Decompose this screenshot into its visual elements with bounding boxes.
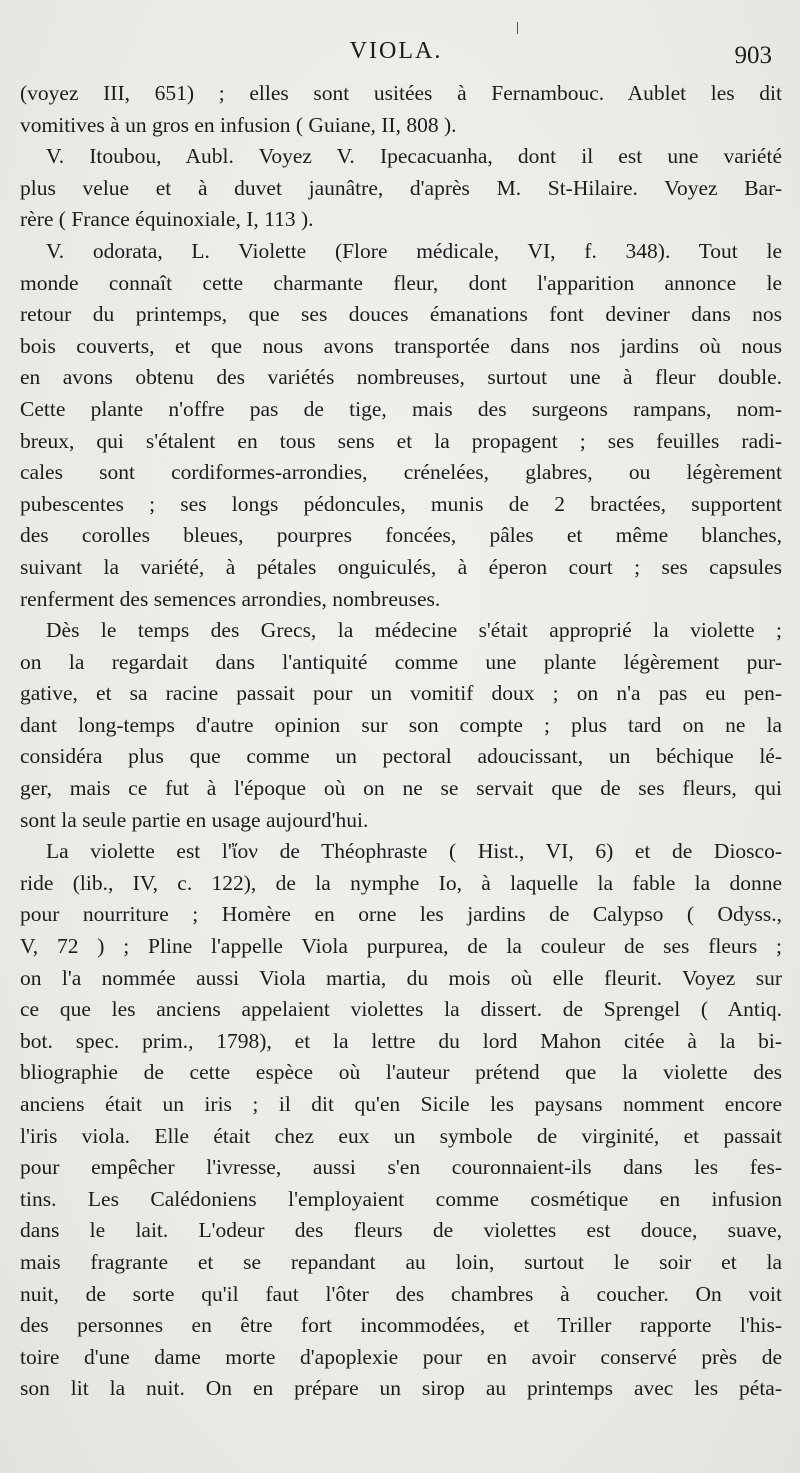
text-line: plus velue et à duvet jaunâtre, d'après M. St-Hilaire. Voyez Bar- — [20, 175, 782, 200]
text-line: ride (lib., IV, c. 122), de la nymphe Io, à laquelle la fable la donne — [20, 870, 782, 895]
running-title: VIOLA. — [349, 38, 443, 64]
text-line: V. Itoubou, Aubl. Voyez V. Ipecacuanha, dont il est une variété — [46, 144, 782, 169]
text-line: ce que les anciens appelaient violettes la dissert. de Sprengel ( Antiq. — [20, 997, 782, 1022]
text-line: cales sont cordiformes-arrondies, crénelées, glabres, ou légèrement — [20, 460, 782, 485]
text-line: monde connaît cette charmante fleur, dont l'apparition annonce le — [20, 270, 782, 295]
text-line: on la regardait dans l'antiquité comme une plante légèrement pur- — [20, 649, 782, 674]
text-line: breux, qui s'étalent en tous sens et la propagent ; ses feuilles radi- — [20, 428, 782, 453]
text-line: nuit, de sorte qu'il faut l'ôter des chambres à coucher. On voit — [20, 1281, 782, 1306]
text-line: V. odorata, L. Violette (Flore médicale, VI, f. 348). Tout le — [46, 238, 782, 263]
text-line: vomitives à un gros en infusion ( Guiane, II, 808 ). — [20, 112, 457, 137]
text-line: l'iris viola. Elle était chez eux un symbole de virginité, et passait — [20, 1123, 782, 1148]
text-line: dant long-temps d'autre opinion sur son compte ; plus tard on ne la — [20, 712, 782, 737]
text-line: pubescentes ; ses longs pédoncules, munis de 2 bractées, supportent — [20, 491, 782, 516]
page-header — [20, 38, 772, 82]
text-line: anciens était un iris ; il dit qu'en Sicile les paysans nomment encore — [20, 1092, 782, 1116]
text-line: Cette plante n'offre pas de tige, mais des surgeons rampans, nom- — [20, 396, 782, 421]
text-line: des personnes en être fort incommodées, et Triller rapporte l'his- — [20, 1313, 782, 1338]
text-line: bois couverts, et que nous avons transportée dans nos jardins où nous — [20, 333, 782, 358]
text-line: des corolles bleues, pourpres foncées, pâles et même blanches, — [20, 523, 782, 548]
text-line: bot. spec. prim., 1798), et la lettre du lord Mahon citée à la bi- — [20, 1028, 782, 1053]
text-line: son lit la nuit. On en prépare un sirop au printemps avec les péta- — [20, 1376, 782, 1401]
text-line: V, 72 ) ; Pline l'appelle Viola purpurea, de la couleur de ses fleurs ; — [20, 934, 782, 959]
text-line: on l'a nommée aussi Viola martia, du mois où elle fleurit. Voyez sur — [20, 965, 782, 990]
text-line: La violette est l'ἴον de Théophraste ( Hist., VI, 6) et de Diosco- — [46, 839, 782, 864]
text-line: retour du printemps, que ses douces émanations font deviner dans nos — [20, 302, 782, 327]
text-line: toire d'une dame morte d'apoplexie pour en avoir conservé près de — [20, 1344, 782, 1369]
scan-mark — [517, 22, 518, 34]
body-text — [20, 78, 782, 1405]
text-line: pour empêcher l'ivresse, aussi s'en couronnaient-ils dans les fes- — [20, 1155, 782, 1180]
text-line: bliographie de cette espèce où l'auteur prétend que la violette des — [20, 1060, 782, 1085]
page-number: 903 — [734, 42, 772, 69]
text-line: rère ( France équinoxiale, I, 113 ). — [20, 207, 314, 232]
text-line: (voyez III, 651) ; elles sont usitées à Fernambouc. Aublet les dit — [20, 81, 782, 105]
text-line: Dès le temps des Grecs, la médecine s'était approprié la violette ; — [46, 618, 782, 643]
text-line: considéra plus que comme un pectoral adoucissant, un béchique lé- — [20, 744, 782, 769]
text-line: gative, et sa racine passait pour un vomitif doux ; on n'a pas eu pen- — [20, 681, 782, 706]
text-line: en avons obtenu des variétés nombreuses, surtout une à fleur double. — [20, 365, 782, 390]
text-line: ger, mais ce fut à l'époque où on ne se servait que de ses fleurs, qui — [20, 776, 782, 801]
text-line: mais fragrante et se repandant au loin, surtout le soir et la — [20, 1249, 782, 1274]
text-line: pour nourriture ; Homère en orne les jardins de Calypso ( Odyss., — [20, 902, 782, 927]
text-line: suivant la variété, à pétales onguiculés, à éperon court ; ses capsules — [20, 554, 782, 579]
text-line: tins. Les Calédoniens l'employaient comme cosmétique en infusion — [20, 1186, 782, 1211]
text-line: dans le lait. L'odeur des fleurs de violettes est douce, suave, — [20, 1218, 782, 1243]
text-line: sont la seule partie en usage aujourd'hui. — [20, 807, 369, 832]
text-line: renferment des semences arrondies, nombreuses. — [20, 586, 441, 611]
